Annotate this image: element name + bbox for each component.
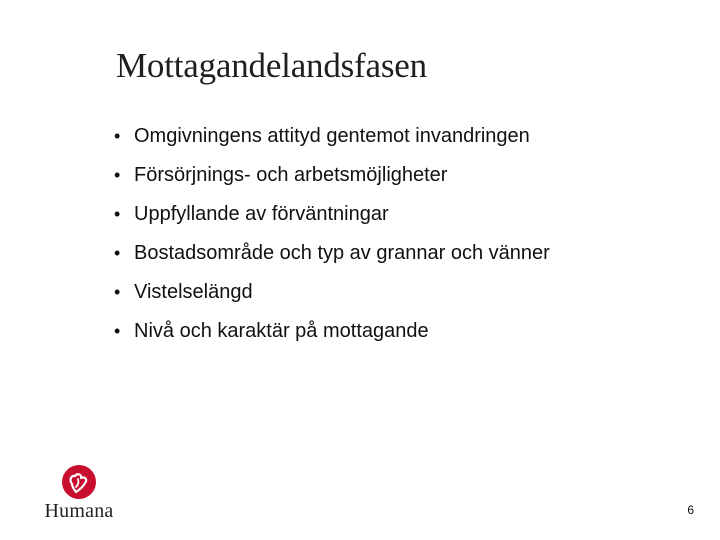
bullet-icon: • [114,282,121,302]
bullet-text: Försörjnings- och arbetsmöjligheter [134,164,448,186]
bullet-icon: • [114,243,121,263]
list-item [114,312,550,351]
slide-title: Mottagandelandsfasen [116,46,427,85]
logo-wordmark: Humana [44,500,114,522]
page-number: 6 [687,503,694,517]
bullet-text: Vistelselängd [134,281,253,303]
bullet-text: Bostadsområde och typ av grannar och vänner [134,242,550,264]
bullet-text: Uppfyllande av förväntningar [134,203,389,225]
list-item [114,234,550,273]
bullet-icon: • [114,126,121,146]
humana-heart-logo-icon [61,464,97,500]
bullet-list [114,117,550,351]
list-item [114,273,550,312]
list-item [114,195,550,234]
list-item [114,156,550,195]
bullet-icon: • [114,165,121,185]
bullet-icon: • [114,321,121,341]
bullet-icon: • [114,204,121,224]
bullet-text: Nivå och karaktär på mottagande [134,320,429,342]
bullet-text: Omgivningens attityd gentemot invandringen [134,125,530,147]
humana-logo [44,461,114,523]
list-item [114,117,550,156]
